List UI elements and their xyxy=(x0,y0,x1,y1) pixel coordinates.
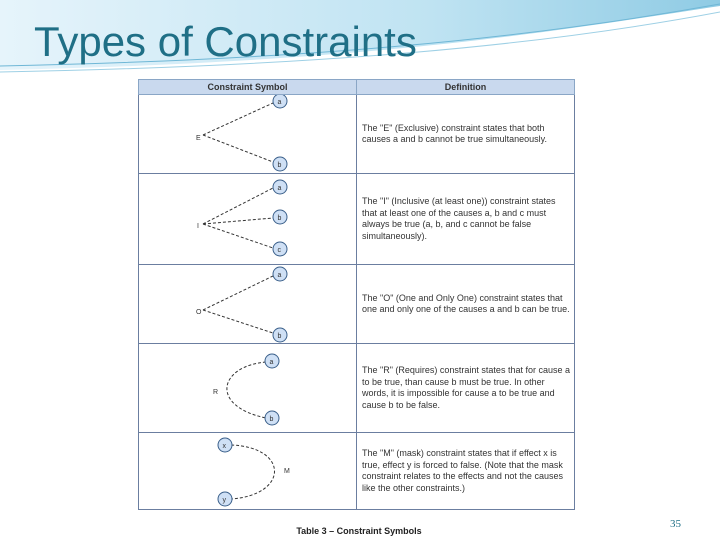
svg-text:a: a xyxy=(277,272,282,279)
definition-r: The "R" (Requires) constraint states that for cause a to be true, than cause b must be true. In other words, it is impossible for cause a to be true and cause b to be false. xyxy=(357,344,575,433)
svg-text:c: c xyxy=(277,247,281,254)
symbol-cell-m xyxy=(139,433,357,510)
exclusive-diagram xyxy=(139,95,355,173)
svg-text:b: b xyxy=(269,416,274,423)
symbol-label: I xyxy=(197,223,199,230)
svg-text:y: y xyxy=(222,497,226,504)
node-b xyxy=(265,411,279,425)
definition-o: The "O" (One and Only One) constraint states that one and only one of the causes a and b can be true. xyxy=(357,265,575,344)
node-b xyxy=(273,210,287,224)
requires-diagram xyxy=(139,344,355,432)
symbol-cell-e xyxy=(139,95,357,174)
table-caption: Table 3 – Constraint Symbols xyxy=(136,516,582,540)
table-row xyxy=(139,344,575,433)
node-y xyxy=(218,492,232,506)
svg-text:a: a xyxy=(269,359,274,366)
table-row xyxy=(139,265,575,344)
symbol-label: M xyxy=(284,468,290,475)
symbol-cell-i xyxy=(139,174,357,265)
node-a xyxy=(273,267,287,281)
node-x xyxy=(218,438,232,452)
node-a xyxy=(265,354,279,368)
one-and-only-one-diagram xyxy=(139,265,355,343)
node-c xyxy=(273,242,287,256)
page-number: 35 xyxy=(670,518,681,530)
svg-text:a: a xyxy=(277,185,282,192)
table-row xyxy=(139,433,575,510)
definition-m: The "M" (mask) constraint states that if effect x is true, effect y is forced to false. (Note that the mask constraint relates to the effects and not the causes like the other constraints.) xyxy=(357,433,575,510)
node-b xyxy=(273,157,287,171)
svg-text:a: a xyxy=(277,99,282,106)
constraint-table xyxy=(138,79,575,510)
definition-i: The "I" (Inclusive (at least one)) constraint states that at least one of the causes a, b and c must always be true (a, b, and c cannot be false simultaneously). xyxy=(357,174,575,265)
symbol-label: O xyxy=(196,309,202,316)
table-row xyxy=(139,95,575,174)
node-a xyxy=(273,180,287,194)
header-definition: Definition xyxy=(357,80,575,95)
definition-e: The "E" (Exclusive) constraint states that both causes a and b cannot be true simultaneously. xyxy=(357,95,575,174)
node-b xyxy=(273,328,287,342)
symbol-cell-o xyxy=(139,265,357,344)
svg-text:b: b xyxy=(277,215,282,222)
page-title: Types of Constraints xyxy=(34,18,417,65)
header-constraint-symbol: Constraint Symbol xyxy=(139,80,357,95)
node-a xyxy=(273,95,287,108)
svg-text:x: x xyxy=(222,443,226,450)
mask-diagram xyxy=(139,433,355,509)
constraint-table-image xyxy=(136,76,576,516)
svg-text:b: b xyxy=(277,162,282,169)
table-row xyxy=(139,174,575,265)
symbol-cell-r xyxy=(139,344,357,433)
inclusive-diagram xyxy=(139,174,355,264)
svg-text:b: b xyxy=(277,333,282,340)
symbol-label: E xyxy=(196,135,201,142)
symbol-label: R xyxy=(213,389,219,396)
